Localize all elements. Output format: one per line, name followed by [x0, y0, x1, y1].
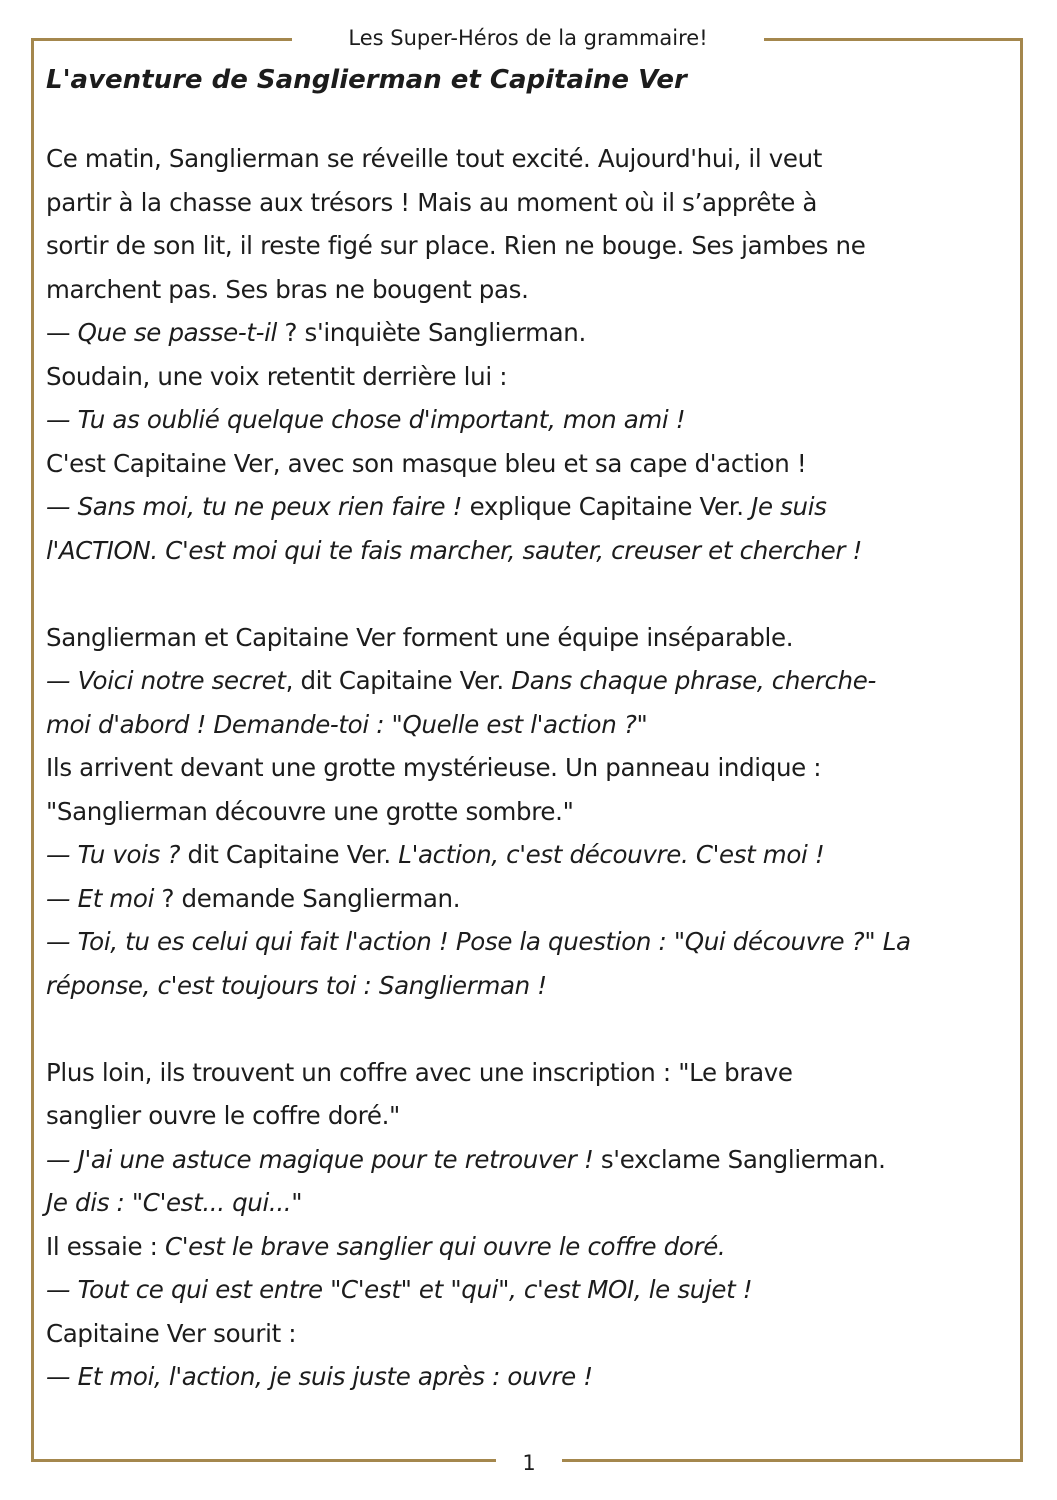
story-line: sortir de son lit, il reste figé sur place. Rien ne bouge. Ses jambes ne: [46, 231, 866, 260]
paragraph-break: [46, 1007, 1011, 1051]
story-line: Ce matin, Sanglierman se réveille tout excité. Aujourd'hui, il veut: [46, 144, 823, 173]
dialogue-speech: C'est le brave sanglier qui ouvre le coffre doré.: [164, 1231, 726, 1261]
dialogue-line: — Et moi, l'action, je suis juste après : ouvre !: [46, 1362, 593, 1391]
story-line: marchent pas. Ses bras ne bougent pas.: [46, 274, 529, 304]
story-line: [46, 1225, 1011, 1269]
dialogue-speech: Je suis: [751, 492, 827, 521]
dialogue-speech: — J'ai une astuce magique pour te retrouver !: [46, 1144, 594, 1174]
dialogue-tag: explique Capitaine Ver.: [462, 492, 752, 521]
running-header: Les Super-Héros de la grammaire!: [292, 22, 764, 54]
dialogue-tag: ? s'inquiète Sanglierman.: [277, 318, 586, 347]
story-line: "Sanglierman découvre une grotte sombre.": [46, 796, 574, 826]
story-line: C'est Capitaine Ver, avec son masque bleu et sa cape d'action !: [46, 448, 807, 478]
story-line: Capitaine Ver sourit :: [46, 1318, 297, 1348]
dialogue-tag: dit Capitaine Ver.: [180, 840, 399, 869]
dialogue-line: [46, 659, 1011, 703]
dialogue-line: moi d'abord ! Demande-toi : "Quelle est l'action ?": [46, 709, 648, 739]
dialogue-line: Je dis : "C'est... qui...": [46, 1188, 303, 1217]
page-number: 1: [496, 1448, 562, 1478]
dialogue-tag: , dit Capitaine Ver.: [285, 666, 512, 695]
dialogue-line: [46, 311, 1011, 355]
story-line: Plus loin, ils trouvent un coffre avec une inscription : "Le brave: [46, 1057, 793, 1087]
dialogue-line: [46, 485, 1011, 529]
dialogue-dash: —: [46, 318, 78, 347]
dialogue-speech: Dans chaque phrase, cherche-: [511, 666, 876, 695]
dialogue-speech: Que se passe-t-il: [77, 318, 278, 347]
dialogue-speech: — Sans moi, tu ne peux rien faire !: [46, 492, 463, 521]
dialogue-line: [46, 1138, 1011, 1182]
dialogue-line: [46, 833, 1011, 877]
story-line: Ils arrivent devant une grotte mystérieuse. Un panneau indique :: [46, 753, 822, 782]
story-line: Sanglierman et Capitaine Ver forment une équipe inséparable.: [46, 622, 794, 652]
story-line: partir à la chasse aux trésors ! Mais au moment où il s’apprête à: [46, 187, 818, 217]
dialogue-line: — Toi, tu es celui qui fait l'action ! Pose la question : "Qui découvre ?" La: [46, 927, 911, 956]
dialogue-line: — Tout ce qui est entre "C'est" et "qui", c'est MOI, le sujet !: [46, 1275, 753, 1304]
story-line: sanglier ouvre le coffre doré.": [46, 1101, 400, 1130]
narration: Il essaie :: [46, 1231, 165, 1261]
dialogue-speech: — Tu vois ?: [46, 840, 181, 869]
dialogue-speech: — Et moi: [46, 883, 155, 913]
dialogue-speech: — Voici notre secret: [46, 666, 286, 695]
dialogue-tag: s'exclame Sanglierman.: [593, 1144, 886, 1174]
dialogue-line: — Tu as oublié quelque chose d'important, mon ami !: [46, 405, 686, 434]
dialogue-line: l'ACTION. C'est moi qui te fais marcher, sauter, creuser et chercher !: [46, 535, 862, 565]
dialogue-tag: ? demande Sanglierman.: [154, 883, 461, 913]
story-body: [46, 137, 1011, 1399]
dialogue-line: réponse, c'est toujours toi : Sanglierman !: [46, 970, 547, 1000]
story-title: L'aventure de Sanglierman et Capitaine Ver: [46, 65, 687, 95]
dialogue-line: [46, 877, 1011, 921]
dialogue-speech: L'action, c'est découvre. C'est moi !: [398, 840, 825, 869]
story-line: Soudain, une voix retentit derrière lui :: [46, 361, 508, 391]
paragraph-break: [46, 572, 1011, 616]
